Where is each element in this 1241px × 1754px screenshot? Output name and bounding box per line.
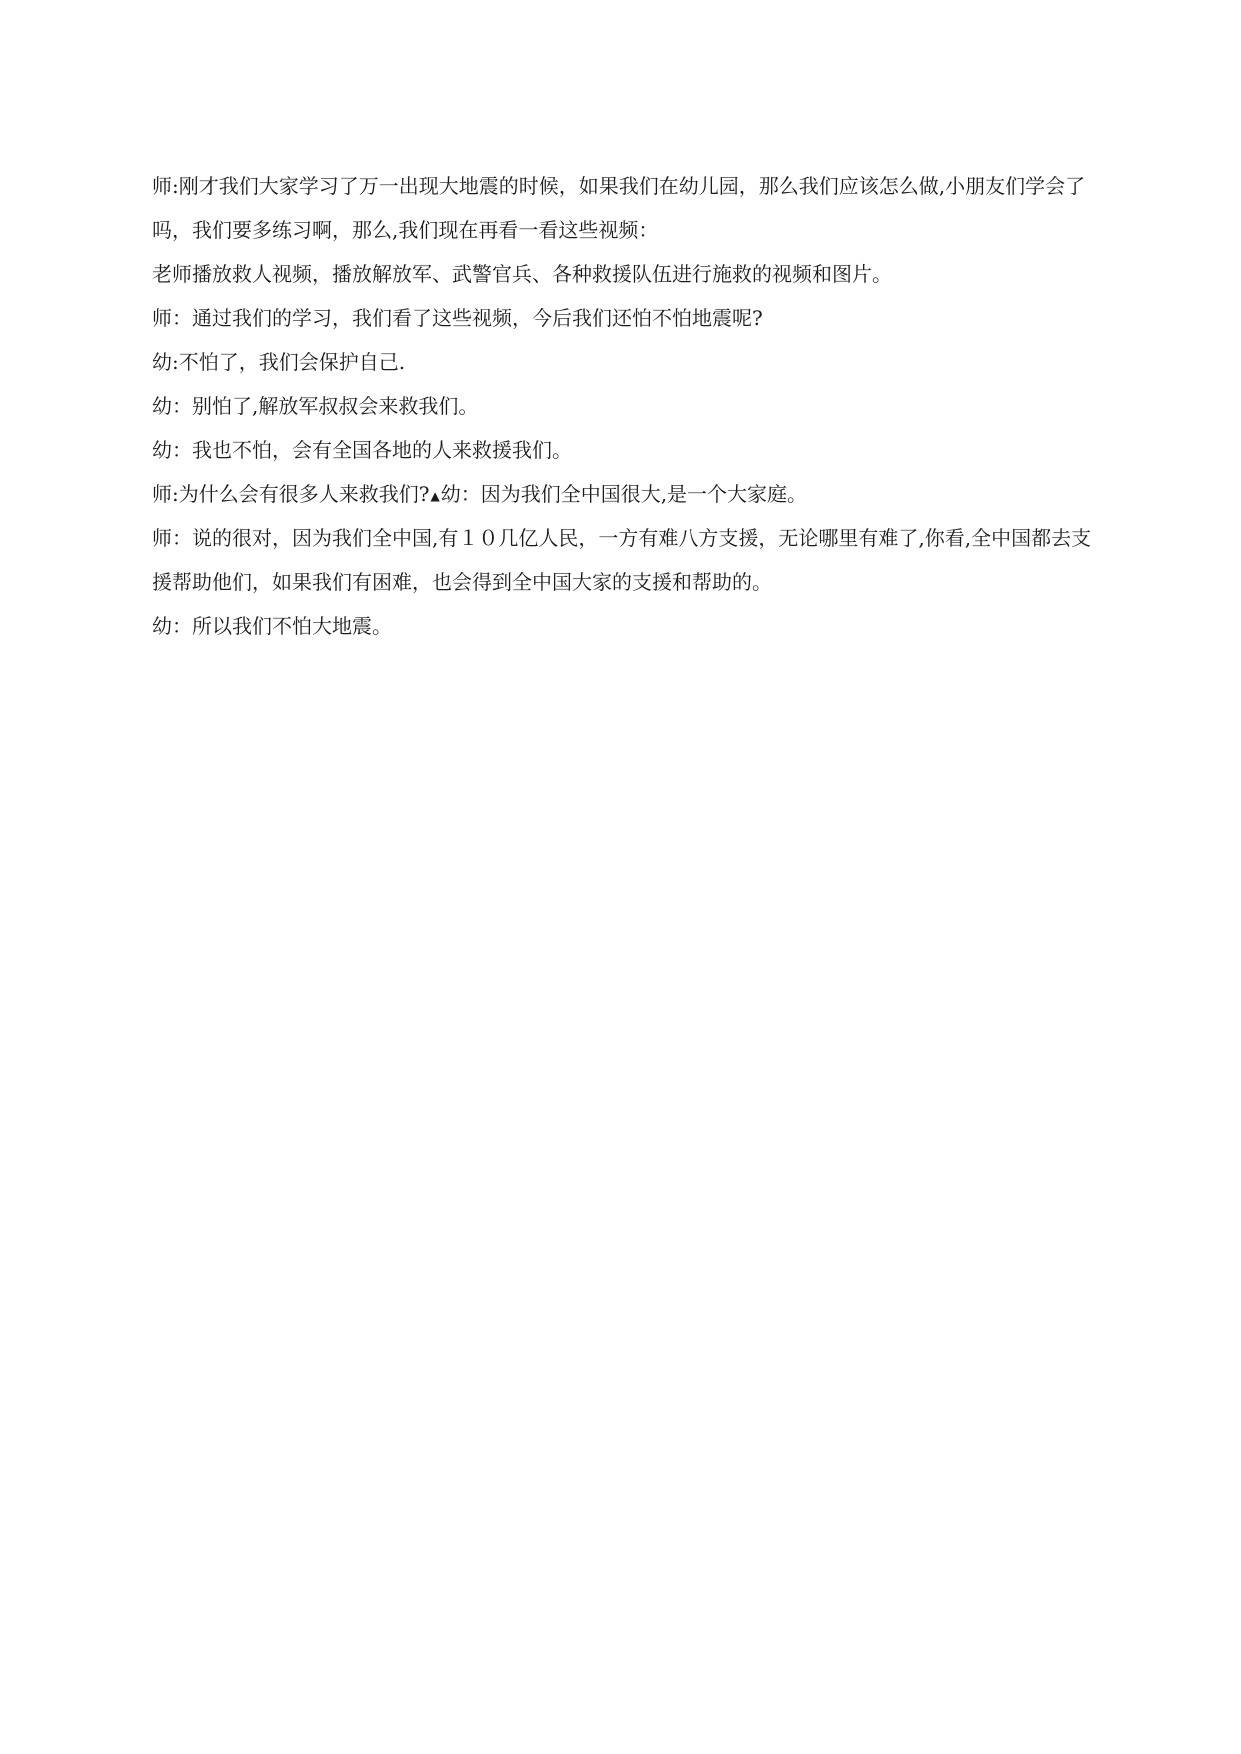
paragraph-child-answer-2: 幼：别怕了,解放军叔叔会来救我们。: [152, 394, 479, 418]
document-body: [152, 164, 1092, 648]
triangle-mark-icon: ▲: [430, 489, 440, 503]
paragraph-teacher-question: 师：通过我们的学习，我们看了这些视频，今后我们还怕不怕地震呢?: [152, 306, 763, 330]
paragraph-child-final: 幼：所以我们不怕大地震。: [152, 614, 392, 638]
paragraph-teacher-why: [152, 472, 1092, 516]
paragraph-teacher-video: 老师播放救人视频，播放解放军、武警官兵、各种救援队伍进行施救的视频和图片。: [152, 262, 892, 286]
paragraph-teacher-conclusion: 师：说的很对，因为我们全中国,有１０几亿人民，一方有难八方支援，无论哪里有难了,你看,全中国都去支援帮助他们，如果我们有困难，也会得到全中国大家的支援和帮助的。: [152, 526, 1092, 594]
paragraph-child-answer-1: 幼:不怕了，我们会保护自己.: [152, 350, 406, 374]
paragraph-teacher-intro: 师:刚才我们大家学习了万一出现大地震的时候，如果我们在幼儿园，那么我们应该怎么做,小朋友们学会了吗，我们要多练习啊，那么,我们现在再看一看这些视频：: [152, 174, 1086, 242]
teacher-why-question: 师:为什么会有很多人来救我们?: [152, 482, 430, 506]
paragraph-child-answer-3: 幼：我也不怕，会有全国各地的人来救援我们。: [152, 438, 572, 462]
child-why-answer: 幼：因为我们全中国很大,是一个大家庭。: [440, 482, 808, 506]
